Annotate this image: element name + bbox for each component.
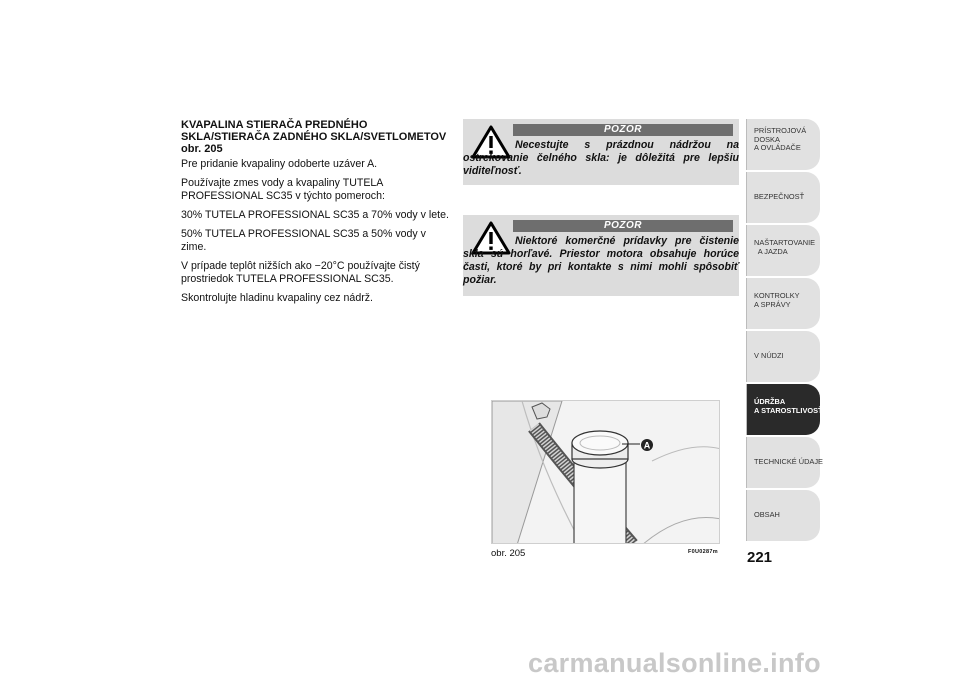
callout-a-label: A — [643, 440, 651, 451]
tab-v-nudzi[interactable]: V NÚDZI — [746, 331, 820, 382]
reservoir-illustration — [492, 401, 720, 544]
watermark: carmanualsonline.info — [528, 648, 821, 678]
warning-box — [463, 215, 739, 296]
tab-bezpecnost[interactable]: BEZPEČNOSŤ — [746, 172, 820, 223]
tab-obsah[interactable]: OBSAH — [746, 490, 820, 541]
warning-text: Niektoré komerčné prídavky pre čistenie skla sú horľavé. Priestor motora obsahuje horúce časti, ktoré by pri kontakte s nimi mohli spôsobiť požiar. — [463, 235, 739, 286]
paragraph: Pre pridanie kvapaliny odoberte uzáver A. — [181, 158, 378, 170]
paragraph: Skontrolujte hladinu kvapaliny cez nádrž. — [181, 292, 373, 304]
main-text-column — [181, 119, 453, 311]
figure-caption: obr. 205 — [491, 548, 526, 559]
warning-text: Necestujte s prázdnou nádržou na ostrekovanie čelného skla: je dôležitá pre lepšiu viditeľnosť. — [463, 139, 739, 177]
tab-technicke-udaje[interactable]: TECHNICKÉ ÚDAJE — [746, 437, 820, 488]
warning-box — [463, 119, 739, 185]
figure-code: F0U0287m — [688, 549, 718, 555]
warning-label: POZOR — [513, 124, 733, 136]
section-heading: KVAPALINA STIERAČA PREDNÉHO SKLA/STIERAČA ZADNÉHO SKLA/SVETLOMETOV obr. 205 — [181, 119, 447, 155]
paragraph: 30% TUTELA PROFESSIONAL SC35 a 70% vody v lete. — [181, 209, 449, 221]
paragraph: V prípade teplôt nižších ako −20°C používajte čistý prostriedok TUTELA PROFESSIONAL SC35. — [181, 260, 420, 285]
tab-nastartovanie[interactable]: NAŠTARTOVANIE A JAZDA — [746, 225, 820, 276]
page-number: 221 — [747, 549, 773, 566]
tab-udrzba[interactable]: ÚDRŽBA A STAROSTLIVOSŤ — [746, 384, 820, 435]
paragraph: 50% TUTELA PROFESSIONAL SC35 a 50% vody v zime. — [181, 228, 426, 253]
tab-pristrojova-doska[interactable]: PRÍSTROJOVÁ DOSKA A OVLÁDAČE — [746, 119, 820, 170]
warning-label: POZOR — [513, 220, 733, 232]
paragraph: Používajte zmes vody a kvapaliny TUTELA PROFESSIONAL SC35 v týchto pomeroch: — [181, 177, 385, 202]
figure-washer-reservoir — [491, 400, 720, 544]
tab-kontrolky[interactable]: KONTROLKY A SPRÁVY — [746, 278, 820, 329]
